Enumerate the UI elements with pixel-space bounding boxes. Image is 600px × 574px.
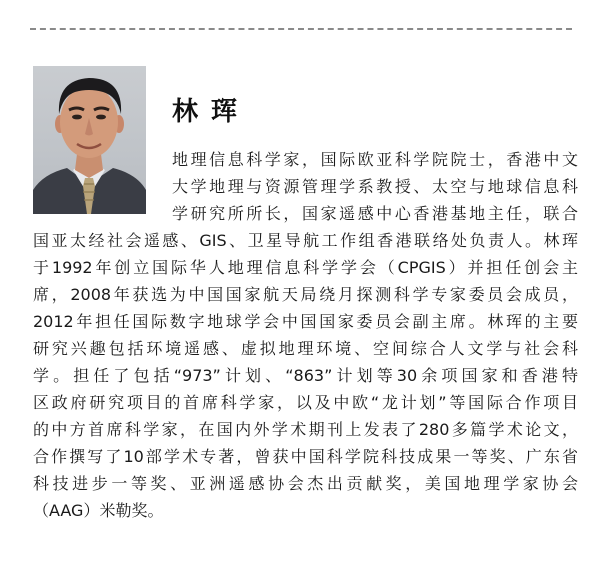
dashed-divider	[30, 28, 572, 30]
bio-line: 合作撰写了10部学术专著，曾获中国科学院科技成果一等奖、广东省	[33, 447, 578, 466]
person-name: 林 珲	[172, 97, 240, 127]
bio-line: （AAG）米勒奖。	[33, 501, 164, 520]
bio-line: 大学地理与资源管理学系教授、太空与地球信息科	[172, 177, 578, 196]
bio-line: 2012年担任国际数字地球学会中国国家委员会副主席。林珲的主要	[33, 312, 578, 331]
bio-line: 学研究所所长，国家遥感中心香港基地主任，联合	[172, 204, 578, 223]
biography-paragraph	[33, 146, 578, 524]
bio-line: 科技进步一等奖、亚洲遥感协会杰出贡献奖，美国地理学家协会	[33, 474, 578, 493]
bio-line: 于1992年创立国际华人地理信息科学学会（CPGIS）并担任创会主	[33, 258, 578, 277]
bio-line: 地理信息科学家，国际欧亚科学院院士，香港中文	[172, 150, 578, 169]
bio-line: 席，2008年获选为中国国家航天局绕月探测科学专家委员会成员，	[33, 285, 578, 304]
bio-line: 国亚太经社会遥感、GIS、卫星导航工作组香港联络处负责人。林珲	[33, 231, 578, 250]
bio-line: 区政府研究项目的首席科学家，以及中欧“龙计划”等国际合作项目	[33, 393, 578, 412]
bio-line: 研究兴趣包括环境遥感、虚拟地理环境、空间综合人文学与社会科	[33, 339, 578, 358]
bio-line: 的中方首席科学家，在国内外学术期刊上发表了280多篇学术论文，	[33, 420, 578, 439]
bio-line: 学。担任了包括“973”计划、“863”计划等30余项国家和香港特	[33, 366, 578, 385]
